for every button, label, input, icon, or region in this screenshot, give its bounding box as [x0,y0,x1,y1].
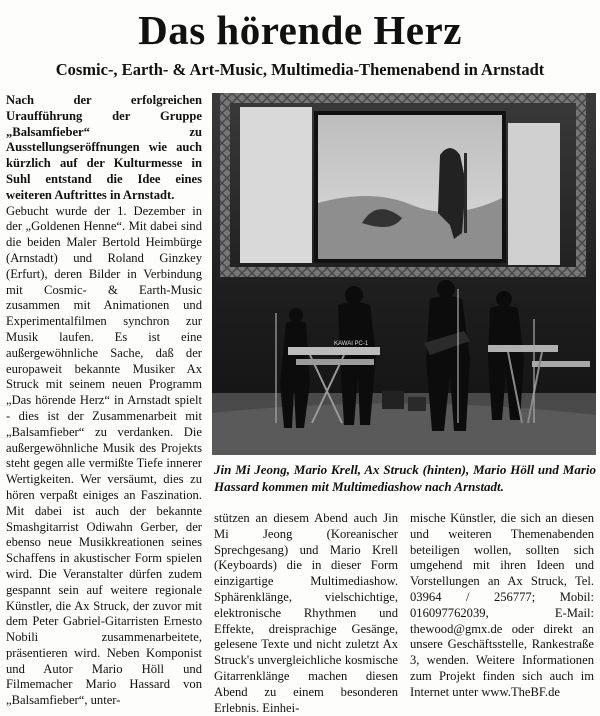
text-column-1 [6,93,202,709]
body-paragraph-3: mische Künstler, die sich an diesen und weiteren Themenabenden beteiligen wollen, sollten sich umgehend mit ihren Ideen und Vorstellungen an Ax Struck, Tel. 03964 / 256777; Mobil: 016097762039, E-Mail: thewood@gmx.de oder direkt an unsere Geschäftsstelle, Rankestraße 3, wenden. Weitere Informationen zum Projekt finden sich auch im Internet unter www.TheBF.de [410,511,594,699]
right-side-screen [508,123,560,265]
left-side-screen [240,107,312,263]
concert-photo [212,93,596,455]
floor-monitor [408,397,426,411]
floor-amp [382,391,404,409]
photo-caption: Jin Mi Jeong, Mario Krell, Ax Struck (hinten), Mario Höll und Mario Hassard kommen mit Multimediashow nach Arnstadt. [214,462,596,494]
article-subtitle: Cosmic-, Earth- & Art-Music, Multimedia-Themenabend in Arnstadt [55,60,545,79]
keyboard-label: KAWAI PC-1 [334,341,369,347]
body-paragraph-1: Gebucht wurde der 1. Dezember in der „Goldenen Henne“. Mit dabei sind die beiden Maler Bertold Heimbürge (Arnstadt) und Roland Ginzkey (Erfurt), deren Bilder in Verbindung mit Cosmic- & Earth-Music zusammen mit Animationen und Experimentalfilmen synchron zur Musik laufen. Es ist eine außergewöhnliche Sache, daß der europaweit bekannte Musiker Ax Struck mit seinem neuen Programm „Das hörende Herz“ in Arnstadt spielt - dies ist der Zusammenarbeit mit „Balsamfieber“ zu verdanken. Die außergewöhnliche Musik des Projekts steht gegen alle vermißte Tiefe innerer Wertigkeiten. Wer versäumt, dies zu hören verpaßt einiges an Faszination. Mit dabei ist auch der bekannte Smashgitarrist Odiwahn Gerber, der ebenso neue Musikkreationen seines Schaffens in akustischer Form spielen wird. Die Veranstalter dürfen zudem gespannt sein auf weitere regionale Künstler, die Ax Struck, der zuvor mit dem Peter Gabriel-Gitarristen Ernesto Nobili zusammenarbeitete, präsentieren wird. Neben Komponist und Autor Mario Höll und Filmemacher Mario Hassard von „Balsamfieber“, unter- [6,203,202,708]
lead-paragraph: Nach der erfolgreichen Uraufführung der Gruppe „Balsamfieber“ zu Ausstellungseröffnungen wie auch kürzlich auf der Kulturmesse in Suhl entstand die Idee eines weiteren Auftrittes in Arnstadt. [6,93,202,202]
main-projection-screen [314,111,506,263]
body-paragraph-2: stützen an diesem Abend auch Jin Mi Jeong (Koreanischer Sprechgesang) und Mario Krell (Keyboards) die in dieser Form einzigartige Multimediashow. Sphärenklänge, vielschichtige, elektronische Rhythmen und Effekte, dreisprachige Gesänge, gelesene Texte und nicht zuletzt Ax Struck's unvergleichliche kosmische Gitarrenklänge machen diesen Abend zu einem besonderen Erlebnis. Einhei- [214,511,398,715]
article-title: Das hörende Herz [138,7,462,53]
text-column-2 [214,511,398,716]
text-column-3 [410,511,594,701]
